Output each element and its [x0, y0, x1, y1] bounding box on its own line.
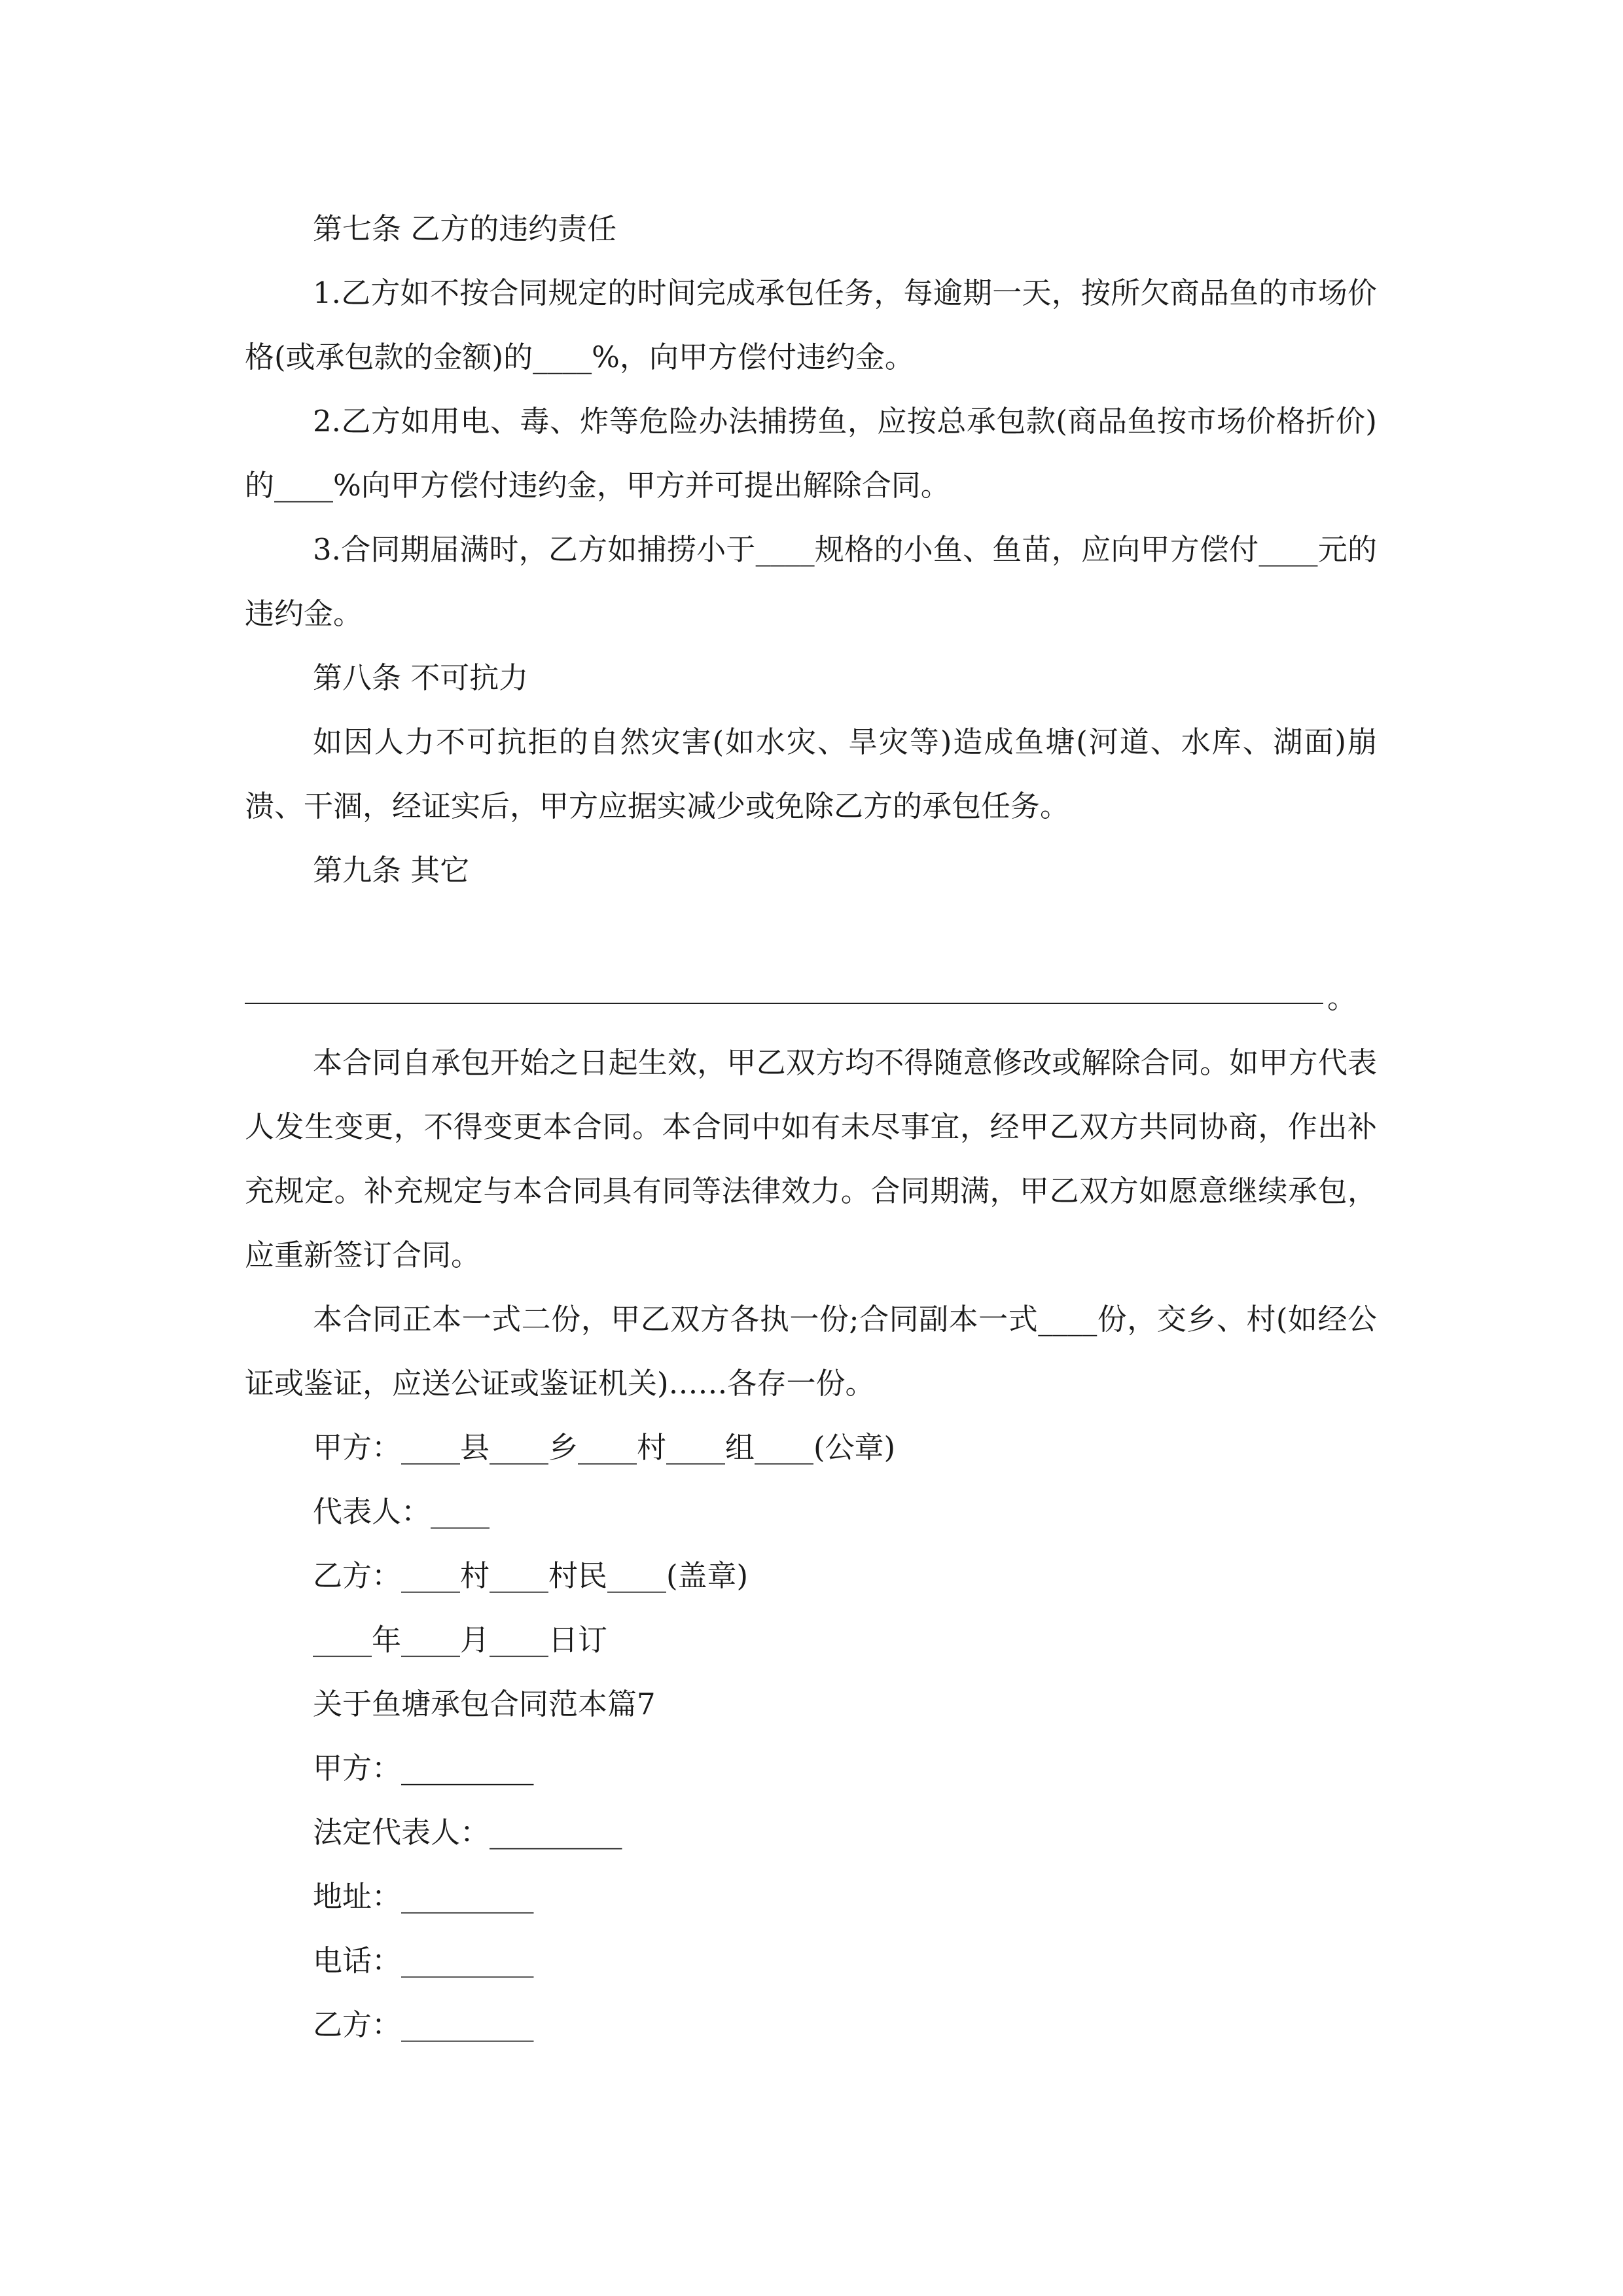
- signature-party-a: 甲方：____县____乡____村____组____(公章): [313, 1430, 896, 1465]
- section-address: 地址：_________: [313, 1879, 534, 1914]
- article9-blank-line: [245, 1003, 1323, 1004]
- section-party-b: 乙方：_________: [313, 2007, 534, 2042]
- section-party-a: 甲方：_________: [313, 1751, 534, 1785]
- signature-date: ____年____月____日订: [313, 1623, 608, 1657]
- article7-item3: 3.合同期届满时，乙方如捕捞小于____规格的小鱼、鱼苗，应向甲方偿付____元的违约金。: [245, 532, 1377, 631]
- section-title: 关于鱼塘承包合同范本篇7: [313, 1687, 656, 1721]
- section-legal-rep: 法定代表人：_________: [313, 1815, 622, 1850]
- article7-heading: 第七条 乙方的违约责任: [313, 211, 617, 246]
- article7-item2: 2.乙方如用电、毒、炸等危险办法捕捞鱼，应按总承包款(商品鱼按市场价格折价)的____%向甲方偿付违约金，甲方并可提出解除合同。: [245, 404, 1377, 503]
- signature-representative: 代表人：____: [313, 1494, 490, 1529]
- article8-body: 如因人力不可抗拒的自然灾害(如水灾、旱灾等)造成鱼塘(河道、水库、湖面)崩溃、干涸，经证实后，甲方应据实减少或免除乙方的承包任务。: [245, 725, 1377, 823]
- article9-line-end: 。: [1327, 980, 1357, 1015]
- article7-item1: 1.乙方如不按合同规定的时间完成承包任务，每逾期一天，按所欠商品鱼的市场价格(或承包款的金额)的____%，向甲方偿付违约金。: [245, 276, 1377, 374]
- copies-clause: 本合同正本一式二份，甲乙双方各执一份;合同副本一式____份，交乡、村(如经公证或鉴证，应送公证或鉴证机关)……各存一份。: [245, 1302, 1377, 1401]
- section-phone: 电话：_________: [313, 1943, 534, 1978]
- signature-party-b: 乙方：____村____村民____(盖章): [313, 1558, 749, 1593]
- effect-clause: 本合同自承包开始之日起生效，甲乙双方均不得随意修改或解除合同。如甲方代表人发生变更，不得变更本合同。本合同中如有未尽事宜，经甲乙双方共同协商，作出补充规定。补充规定与本合同具有同等法律效力。合同期满，甲乙双方如愿意继续承包，应重新签订合同。: [245, 1045, 1377, 1272]
- article9-heading: 第九条 其它: [313, 853, 470, 888]
- article8-heading: 第八条 不可抗力: [313, 660, 529, 695]
